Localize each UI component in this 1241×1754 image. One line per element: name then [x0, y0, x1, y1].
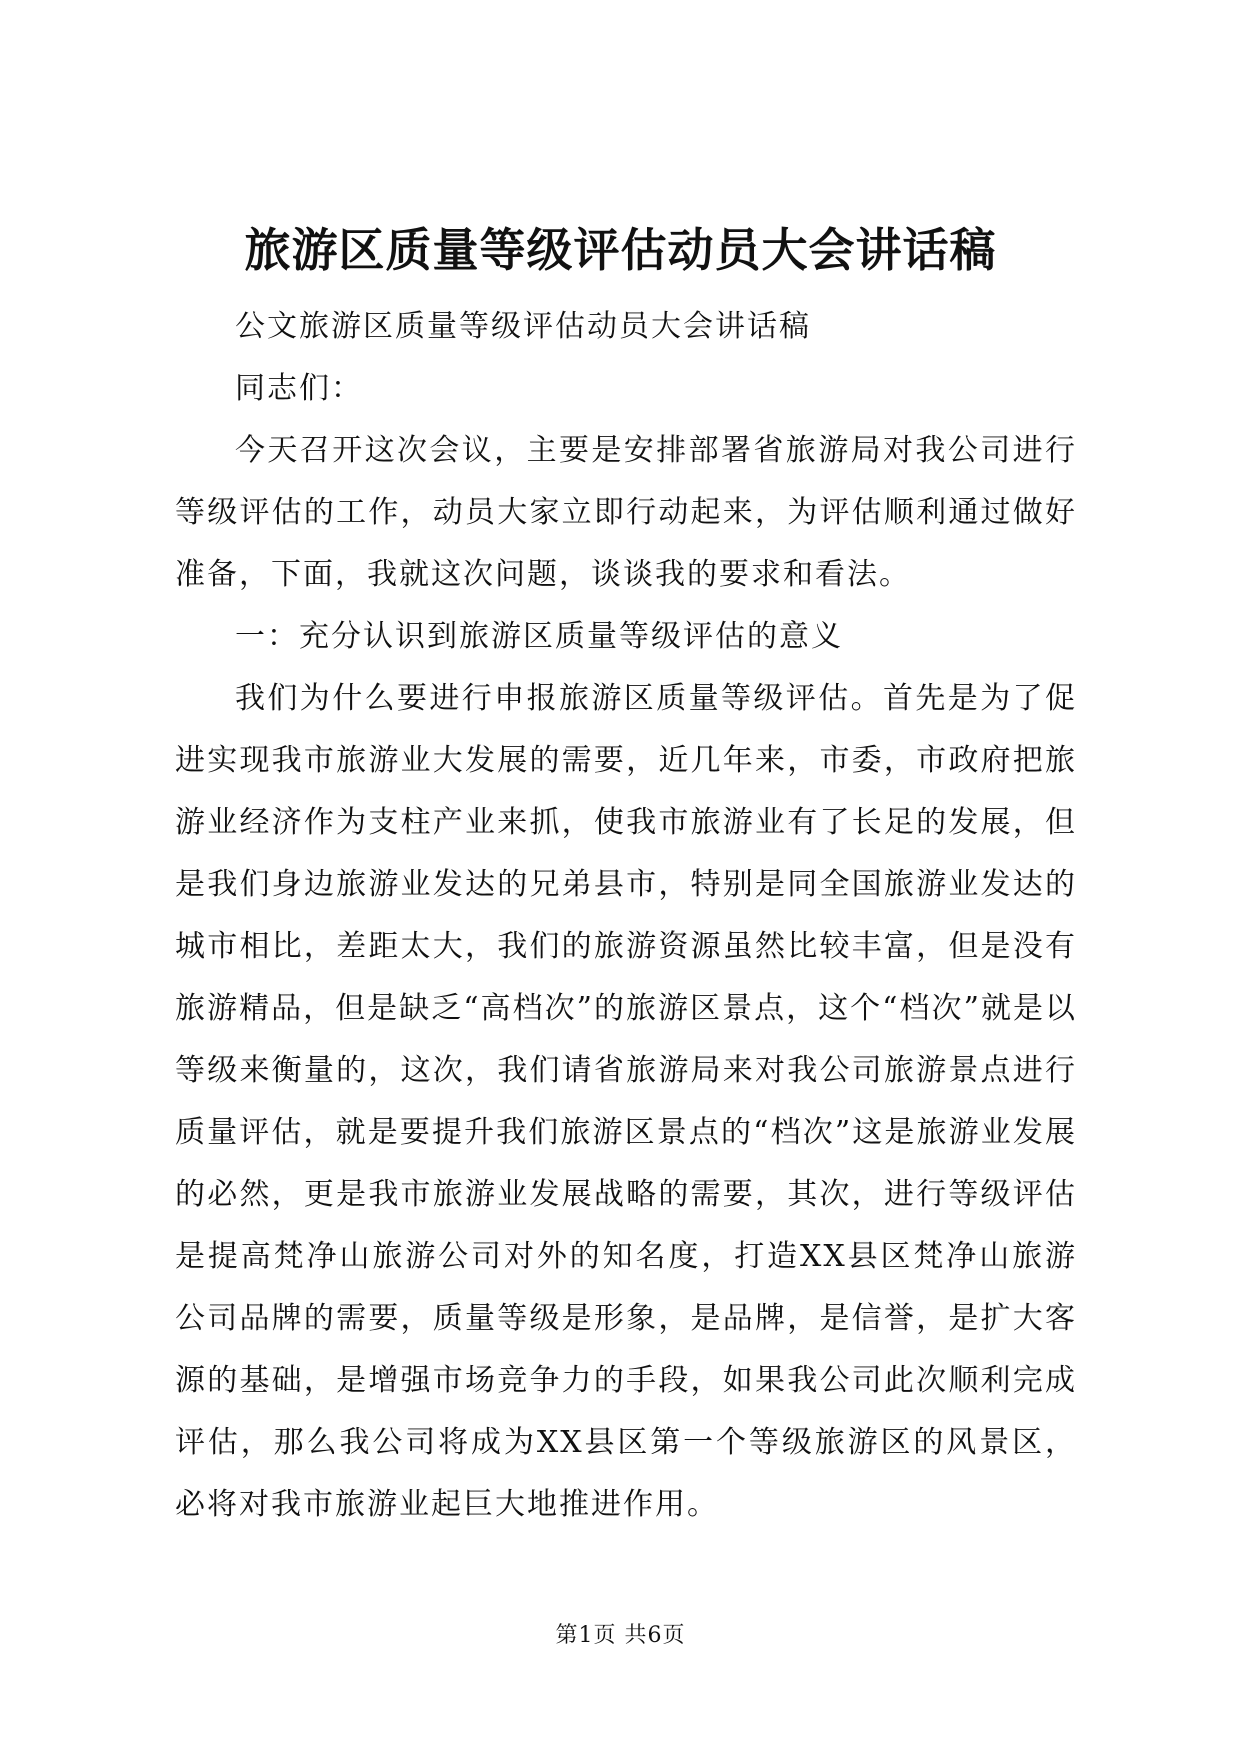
document-title: 旅游区质量等级评估动员大会讲话稿: [244, 223, 997, 277]
document-body: [175, 296, 1077, 1536]
paragraph-salutation: 同志们：: [235, 371, 363, 406]
section-heading: 一：充分认识到旅游区质量等级评估的意义: [235, 619, 843, 654]
paragraph-intro: 今天召开这次会议，主要是安排部署省旅游局对我公司进行等级评估的工作，动员大家立即行动起来，为评估顺利通过做好准备，下面，我就这次问题，谈谈我的要求和看法。: [175, 433, 1077, 592]
paragraph-body: 我们为什么要进行申报旅游区质量等级评估。首先是为了促进实现我市旅游业大发展的需要，近几年来，市委，市政府把旅游业经济作为支柱产业来抓，使我市旅游业有了长足的发展，但是我们身边旅游业发达的兄弟县市，特别是同全国旅游业发达的城市相比，差距太大，我们的旅游资源虽然比较丰富，但是没有旅游精品，但是缺乏“高档次”的旅游区景点，这个“档次”就是以等级来衡量的，这次，我们请省旅游局来对我公司旅游景点进行质量评估，就是要提升我们旅游区景点的“档次”这是旅游业发展的必然，更是我市旅游业发展战略的需要，其次，进行等级评估是提高梵净山旅游公司对外的知名度，打造XX县区梵净山旅游公司品牌的需要，质量等级是形象，是品牌，是信誉，是扩大客源的基础，是增强市场竞争力的手段，如果我公司此次顺利完成评估，那么我公司将成为XX县区第一个等级旅游区的风景区，必将对我市旅游业起巨大地推进作用。: [175, 681, 1077, 1522]
page-number-footer: 第1页 共6页: [555, 1623, 686, 1648]
paragraph-subtitle: 公文旅游区质量等级评估动员大会讲话稿: [235, 309, 811, 344]
